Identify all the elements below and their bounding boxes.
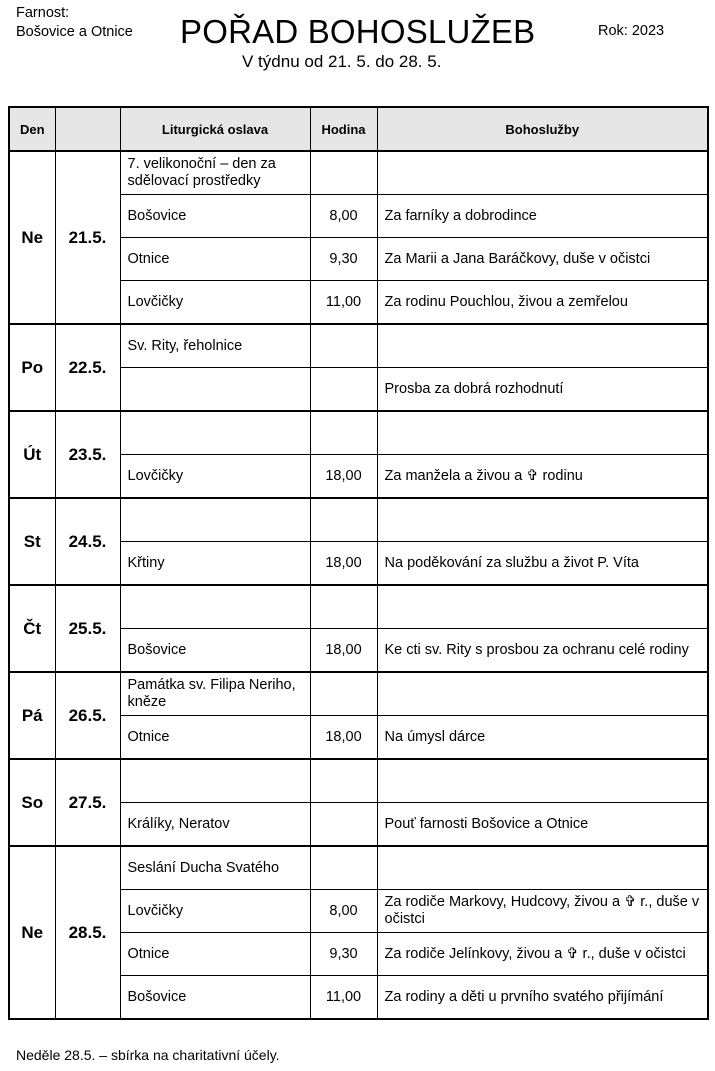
table-row xyxy=(9,846,708,890)
footer-note: Neděle 28.5. – sbírka na charitativní účely. xyxy=(16,1047,280,1063)
date-cell: 28.5. xyxy=(55,846,120,1019)
date-cell: 24.5. xyxy=(55,498,120,585)
header-row xyxy=(9,107,708,151)
celebration-cell: Otnice xyxy=(120,716,310,760)
date-cell: 26.5. xyxy=(55,672,120,759)
celebration-cell: Lovčičky xyxy=(120,890,310,933)
celebration-cell xyxy=(120,411,310,455)
services-cell xyxy=(377,672,708,716)
celebration-cell: Bošovice xyxy=(120,976,310,1020)
services-cell: Za Marii a Jana Baráčkovy, duše v očistci xyxy=(377,238,708,281)
services-cell xyxy=(377,759,708,803)
services-cell: Za farníky a dobrodince xyxy=(377,195,708,238)
day-cell: Pá xyxy=(9,672,55,759)
hour-cell xyxy=(310,498,377,542)
hour-cell: 11,00 xyxy=(310,281,377,325)
celebration-cell: Lovčičky xyxy=(120,281,310,325)
hour-cell xyxy=(310,368,377,412)
hour-cell xyxy=(310,803,377,847)
celebration-cell: Otnice xyxy=(120,238,310,281)
celebration-cell: Bošovice xyxy=(120,629,310,673)
date-cell: 22.5. xyxy=(55,324,120,411)
services-cell: Prosba za dobrá rozhodnutí xyxy=(377,368,708,412)
table-row xyxy=(9,585,708,629)
day-cell: Út xyxy=(9,411,55,498)
hour-cell xyxy=(310,411,377,455)
celebration-cell: Sv. Rity, řeholnice xyxy=(120,324,310,368)
day-cell: Čt xyxy=(9,585,55,672)
col-header-date xyxy=(55,107,120,151)
table-row xyxy=(9,151,708,195)
schedule-body xyxy=(9,151,708,1019)
hour-cell xyxy=(310,585,377,629)
date-cell: 25.5. xyxy=(55,585,120,672)
day-cell: Po xyxy=(9,324,55,411)
celebration-cell xyxy=(120,759,310,803)
services-cell xyxy=(377,151,708,195)
hour-cell: 18,00 xyxy=(310,455,377,499)
hour-cell: 9,30 xyxy=(310,933,377,976)
table-row xyxy=(9,672,708,716)
table-row xyxy=(9,759,708,803)
celebration-cell: Králíky, Neratov xyxy=(120,803,310,847)
hour-cell: 18,00 xyxy=(310,542,377,586)
services-cell: Za rodinu Pouchlou, živou a zemřelou xyxy=(377,281,708,325)
hour-cell: 8,00 xyxy=(310,890,377,933)
hour-cell: 18,00 xyxy=(310,629,377,673)
week-subtitle: V týdnu od 21. 5. do 28. 5. xyxy=(242,52,442,71)
table-row xyxy=(9,411,708,455)
services-cell xyxy=(377,585,708,629)
col-header-services: Bohoslužby xyxy=(377,107,708,151)
page-title: POŘAD BOHOSLUŽEB xyxy=(180,13,536,50)
celebration-cell: 7. velikonoční – den za sdělovací prostředky xyxy=(120,151,310,195)
services-cell: Pouť farnosti Bošovice a Otnice xyxy=(377,803,708,847)
services-cell xyxy=(377,498,708,542)
day-cell: Ne xyxy=(9,151,55,324)
table-row xyxy=(9,498,708,542)
hour-cell xyxy=(310,759,377,803)
hour-cell: 8,00 xyxy=(310,195,377,238)
services-cell: Na úmysl dárce xyxy=(377,716,708,760)
celebration-cell: Bošovice xyxy=(120,195,310,238)
col-header-hour: Hodina xyxy=(310,107,377,151)
hour-cell xyxy=(310,151,377,195)
celebration-cell: Seslání Ducha Svatého xyxy=(120,846,310,890)
hour-cell: 18,00 xyxy=(310,716,377,760)
services-cell: Za rodiny a děti u prvního svatého přijímání xyxy=(377,976,708,1020)
parish-name: Bošovice a Otnice xyxy=(16,24,133,40)
services-cell: Za rodiče Markovy, Hudcovy, živou a ✞ r., duše v očistci xyxy=(377,890,708,933)
col-header-celebration: Liturgická oslava xyxy=(120,107,310,151)
table-row xyxy=(9,324,708,368)
col-header-day: Den xyxy=(9,107,55,151)
celebration-cell: Památka sv. Filipa Neriho, kněze xyxy=(120,672,310,716)
hour-cell xyxy=(310,846,377,890)
hour-cell xyxy=(310,672,377,716)
celebration-cell xyxy=(120,585,310,629)
services-cell: Za rodiče Jelínkovy, živou a ✞ r., duše v očistci xyxy=(377,933,708,976)
services-cell: Na poděkování za službu a život P. Víta xyxy=(377,542,708,586)
services-cell xyxy=(377,846,708,890)
date-cell: 23.5. xyxy=(55,411,120,498)
celebration-cell xyxy=(120,368,310,412)
hour-cell xyxy=(310,324,377,368)
hour-cell: 11,00 xyxy=(310,976,377,1020)
day-cell: Ne xyxy=(9,846,55,1019)
hour-cell: 9,30 xyxy=(310,238,377,281)
celebration-cell xyxy=(120,498,310,542)
date-cell: 21.5. xyxy=(55,151,120,324)
services-cell: Ke cti sv. Rity s prosbou za ochranu celé rodiny xyxy=(377,629,708,673)
schedule-table xyxy=(8,106,709,1020)
services-cell xyxy=(377,411,708,455)
services-cell xyxy=(377,324,708,368)
celebration-cell: Otnice xyxy=(120,933,310,976)
year-label: Rok: 2023 xyxy=(598,23,665,39)
celebration-cell: Křtiny xyxy=(120,542,310,586)
date-cell: 27.5. xyxy=(55,759,120,846)
services-cell: Za manžela a živou a ✞ rodinu xyxy=(377,455,708,499)
day-cell: St xyxy=(9,498,55,585)
parish-block xyxy=(16,4,133,42)
day-cell: So xyxy=(9,759,55,846)
parish-label: Farnost: xyxy=(16,5,70,21)
celebration-cell: Lovčičky xyxy=(120,455,310,499)
